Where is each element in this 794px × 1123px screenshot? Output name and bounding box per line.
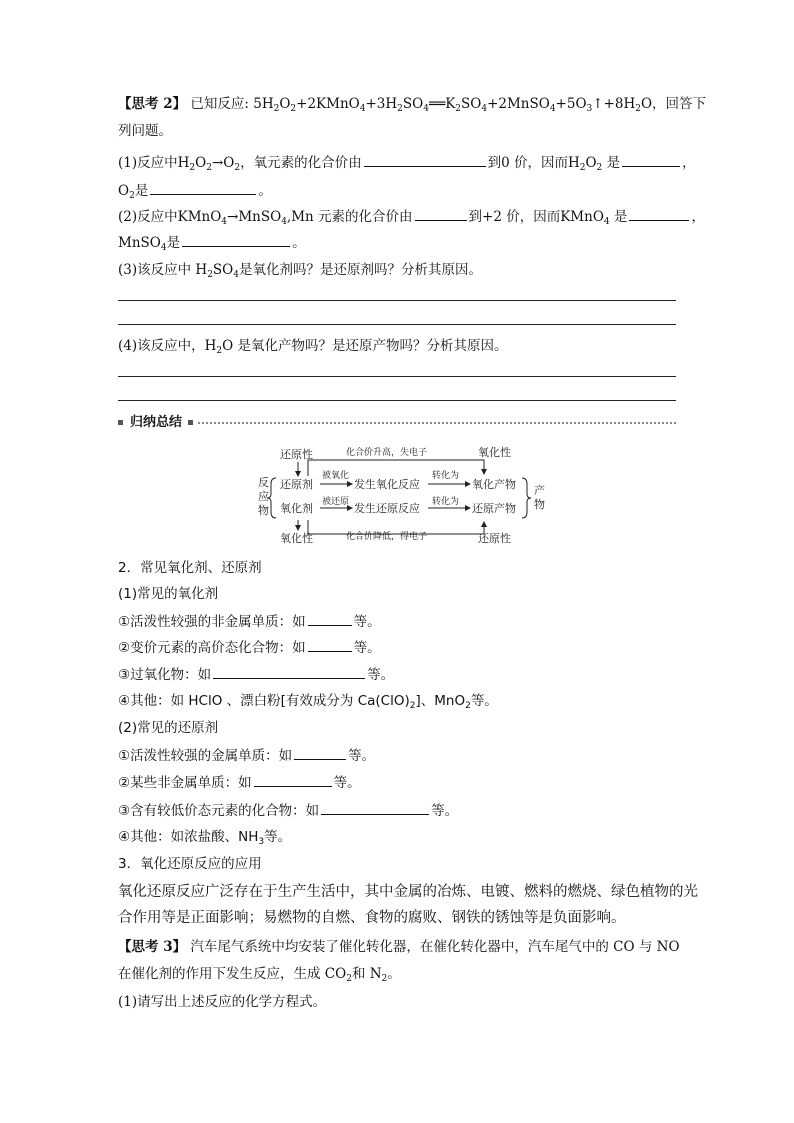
reductant-item-3: ③含有较低价态元素的化合物：如 等。 bbox=[118, 800, 458, 821]
think2-q2-cont: MnSO$_4$是 。 bbox=[118, 232, 306, 253]
think2-q3: (3)该反应中 $H_2SO_4$是氧化剂吗？是还原剂吗？分析其原因。 bbox=[118, 262, 482, 280]
summary-header bbox=[118, 414, 676, 432]
answer-blank[interactable] bbox=[294, 745, 346, 760]
diagram-red-reaction: 发生还原反应 bbox=[354, 502, 420, 515]
answer-line[interactable] bbox=[118, 376, 676, 377]
answer-blank[interactable] bbox=[308, 637, 352, 652]
answer-blank[interactable] bbox=[150, 180, 256, 195]
reductant-item-4: ④其他：如浓盐酸、$NH_3$等。 bbox=[118, 829, 292, 847]
think2-tag: 【思考 2】 bbox=[118, 96, 187, 112]
diagram-reductant: 还原剂 bbox=[280, 478, 313, 491]
diagram-right-group-2: 物 bbox=[534, 498, 545, 511]
answer-blank[interactable] bbox=[308, 611, 352, 626]
diagram-bottom-arrow-label: 化合价降低，得电子 bbox=[346, 532, 428, 542]
bullet-square-icon bbox=[118, 420, 123, 425]
dotted-divider bbox=[198, 422, 676, 424]
think3-line2: 在催化剂的作用下发生反应，生成 $CO_2$和 $N_2$。 bbox=[118, 966, 401, 984]
answer-blank[interactable] bbox=[415, 206, 467, 221]
redox-diagram bbox=[250, 440, 550, 550]
think3-q1: (1)请写出上述反应的化学方程式。 bbox=[118, 994, 327, 1010]
answer-line[interactable] bbox=[118, 300, 676, 301]
diagram-ox-product: 氧化产物 bbox=[472, 478, 516, 491]
think3-line1: 【思考 3】 汽车尾气系统中均安装了催化转化器，在催化转化器中，汽车尾气中的 CO 与 NO bbox=[118, 939, 680, 955]
answer-blank[interactable] bbox=[321, 800, 429, 815]
diagram-top-left: 还原性 bbox=[280, 448, 313, 461]
answer-blank[interactable] bbox=[622, 152, 680, 167]
think3-tag: 【思考 3】 bbox=[118, 939, 187, 955]
section2-sub2: (2)常见的还原剂 bbox=[118, 720, 219, 736]
diagram-red-product: 还原产物 bbox=[472, 502, 516, 515]
diagram-top-right: 氧化性 bbox=[478, 446, 511, 459]
diagram-top-arrow-label: 化合价升高，失电子 bbox=[346, 448, 428, 458]
oxidant-item-1: ①活泼性较强的非金属单质：如 等。 bbox=[118, 611, 381, 632]
section2-heading: 2．常见氧化剂、还原剂 bbox=[118, 560, 262, 576]
bullet-square-icon bbox=[188, 420, 193, 425]
diagram-bottom-right: 还原性 bbox=[478, 532, 511, 545]
diagram-lines bbox=[267, 460, 531, 534]
answer-blank[interactable] bbox=[364, 152, 486, 167]
section2-sub1: (1)常见的氧化剂 bbox=[118, 586, 219, 602]
diagram-left-group-2: 应 bbox=[258, 490, 269, 503]
diagram-convert-2: 转化为 bbox=[432, 497, 460, 507]
section3-para-2: 合作用等是正面影响；易燃物的自燃、食物的腐败、钢铁的锈蚀等是负面影响。 bbox=[118, 910, 626, 926]
answer-blank[interactable] bbox=[182, 232, 290, 247]
answer-blank[interactable] bbox=[213, 664, 365, 679]
oxidant-item-2: ②变价元素的高价态化合物：如 等。 bbox=[118, 637, 381, 658]
summary-title: 归纳总结 bbox=[130, 415, 183, 430]
think2-intro-cont: 列问题。 bbox=[118, 123, 172, 139]
reductant-item-2: ②某些非金属单质：如 等。 bbox=[118, 772, 361, 793]
think2-q2: (2)反应中KMnO$_4$→MnSO$_4$,Mn 元素的化合价由 到+2 价，因而KMnO$_4$ 是 ， bbox=[118, 206, 705, 227]
diagram-bottom-left: 氧化性 bbox=[280, 532, 313, 545]
diagram-ox-reaction: 发生氧化反应 bbox=[354, 478, 420, 491]
diagram-oxidized: 被氧化 bbox=[322, 471, 350, 481]
think2-q4: (4)该反应中，$H_2O$ 是氧化产物吗？是还原产物吗？分析其原因。 bbox=[118, 338, 508, 356]
think2-intro: 【思考 2】 已知反应: $5H_2O_2+2KMnO_4+3H_2SO_4══K_2SO_4+2MnSO_4+5O_3↑+8H_2O$，回答下 bbox=[118, 96, 707, 114]
answer-line[interactable] bbox=[118, 324, 676, 325]
answer-blank[interactable] bbox=[629, 206, 689, 221]
section3-heading: 3．氧化还原反应的应用 bbox=[118, 856, 262, 872]
think2-q1: (1)反应中$H_2O_2\to O_2$，氧元素的化合价由 到0 价，因而$H_2O_2$ 是 ， bbox=[118, 152, 696, 173]
oxidant-item-4: ④其他：如 HClO 、漂白粉[有效成分为 $Ca(ClO)_2$]、MnO$_2$等。 bbox=[118, 693, 498, 711]
think2-q1-cont: $O_2$是 。 bbox=[118, 180, 272, 201]
diagram-convert-1: 转化为 bbox=[432, 471, 460, 481]
oxidant-item-3: ③过氧化物：如 等。 bbox=[118, 664, 394, 685]
answer-line[interactable] bbox=[118, 400, 676, 401]
diagram-reduced: 被还原 bbox=[322, 497, 350, 507]
section3-para-1: 氧化还原反应广泛存在于生产生活中，其中金属的冶炼、电镀、燃料的燃烧、绿色植物的光 bbox=[118, 884, 698, 900]
diagram-right-group-1: 产 bbox=[534, 484, 545, 497]
diagram-oxidant: 氧化剂 bbox=[280, 502, 313, 515]
diagram-left-group-3: 物 bbox=[258, 504, 269, 517]
reductant-item-1: ①活泼性较强的金属单质：如 等。 bbox=[118, 745, 375, 766]
answer-blank[interactable] bbox=[254, 772, 332, 787]
diagram-left-group-1: 反 bbox=[258, 476, 269, 489]
